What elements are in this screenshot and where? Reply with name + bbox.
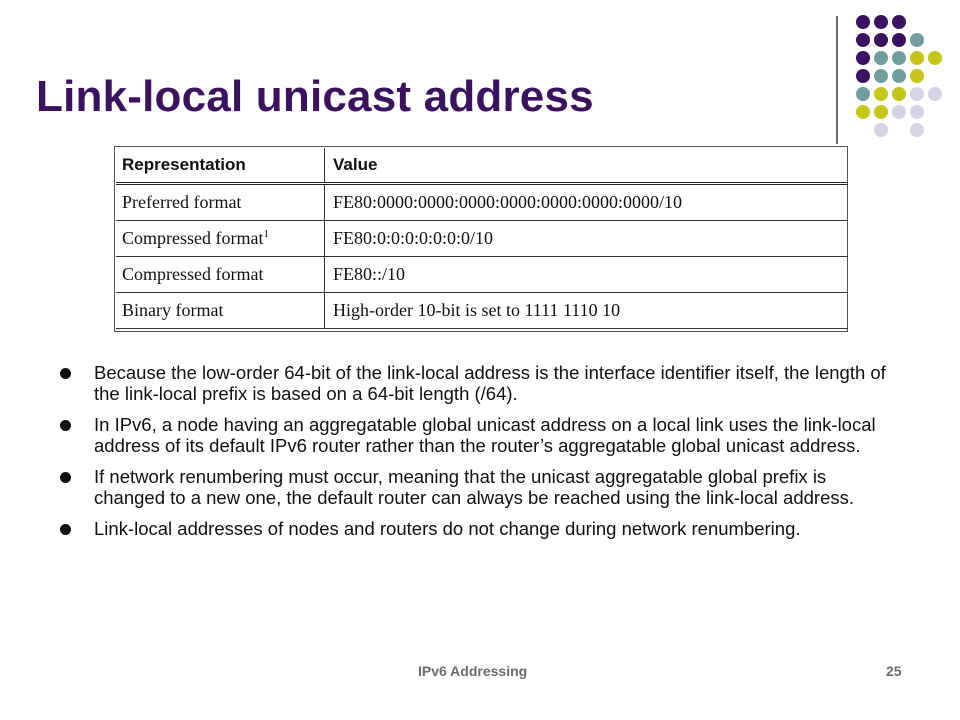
address-representation-table xyxy=(116,148,848,329)
decor-dot xyxy=(892,33,906,47)
decor-dot xyxy=(874,123,888,137)
value-cell: FE80::/10 xyxy=(325,257,849,293)
slide-title: Link-local unicast address xyxy=(36,72,594,121)
representation-label: Binary format xyxy=(122,300,224,320)
decor-dot xyxy=(910,105,924,119)
bullet-dot-icon xyxy=(60,368,71,379)
footnote-marker: 1 xyxy=(263,228,269,240)
decor-dot xyxy=(928,87,942,101)
value-cell: FE80:0000:0000:0000:0000:0000:0000:0000/10 xyxy=(325,184,849,221)
bullet-dot-icon xyxy=(60,524,71,535)
column-header-value: Value xyxy=(325,148,849,184)
decor-dot xyxy=(892,105,906,119)
table-row xyxy=(116,221,848,257)
decor-dot xyxy=(874,33,888,47)
bullet-dot-icon xyxy=(60,420,71,431)
representation-cell xyxy=(116,221,325,257)
decor-dot xyxy=(892,69,906,83)
bullet-item xyxy=(58,362,888,404)
decor-dot xyxy=(856,69,870,83)
decor-dot xyxy=(874,87,888,101)
table-header-row xyxy=(116,148,848,184)
bullet-list xyxy=(58,362,888,549)
bullet-text: In IPv6, a node having an aggregatable global unicast address on a local link uses the link-local address of its default IPv6 router rather than the router’s aggregatable global unicast address. xyxy=(94,414,876,456)
representation-label: Compressed format xyxy=(122,228,264,248)
page-number: 25 xyxy=(886,663,902,679)
decor-dot xyxy=(910,123,924,137)
bullet-item xyxy=(58,414,888,456)
decor-dot xyxy=(910,87,924,101)
bullet-text: If network renumbering must occur, meaning that the unicast aggregatable global prefix is changed to a new one, the default router can always be reached using the link-local address. xyxy=(94,466,855,508)
decor-dot xyxy=(910,51,924,65)
bullet-item xyxy=(58,466,888,508)
representation-cell xyxy=(116,257,325,293)
decor-dot xyxy=(856,87,870,101)
decor-dot xyxy=(856,15,870,29)
decor-dot xyxy=(874,105,888,119)
decor-dot xyxy=(856,51,870,65)
decor-dot xyxy=(856,105,870,119)
representation-label: Preferred format xyxy=(122,192,242,212)
decor-dot xyxy=(892,15,906,29)
decor-dot xyxy=(892,51,906,65)
table-row xyxy=(116,184,848,221)
title-divider-line xyxy=(836,16,838,144)
decor-dot xyxy=(892,87,906,101)
column-header-representation: Representation xyxy=(116,148,325,184)
table-row xyxy=(116,257,848,293)
decor-dot xyxy=(874,51,888,65)
value-cell: High-order 10-bit is set to 1111 1110 10 xyxy=(325,293,849,329)
bullet-dot-icon xyxy=(60,472,71,483)
decor-dot xyxy=(928,51,942,65)
bullet-text: Link-local addresses of nodes and routers do not change during network renumbering. xyxy=(94,518,801,539)
decor-dot xyxy=(874,69,888,83)
value-cell: FE80:0:0:0:0:0:0:0/10 xyxy=(325,221,849,257)
footer-title: IPv6 Addressing xyxy=(418,663,528,679)
representation-cell xyxy=(116,293,325,329)
decorative-dot-grid xyxy=(850,15,950,155)
decor-dot xyxy=(910,69,924,83)
representation-cell xyxy=(116,184,325,221)
bullet-text: Because the low-order 64-bit of the link-local address is the interface identifier itself, the length of the link-local prefix is based on a 64-bit length (/64). xyxy=(94,362,886,404)
decor-dot xyxy=(856,33,870,47)
decor-dot xyxy=(874,15,888,29)
representation-label: Compressed format xyxy=(122,264,264,284)
decor-dot xyxy=(910,33,924,47)
table-row xyxy=(116,293,848,329)
bullet-item xyxy=(58,518,888,539)
